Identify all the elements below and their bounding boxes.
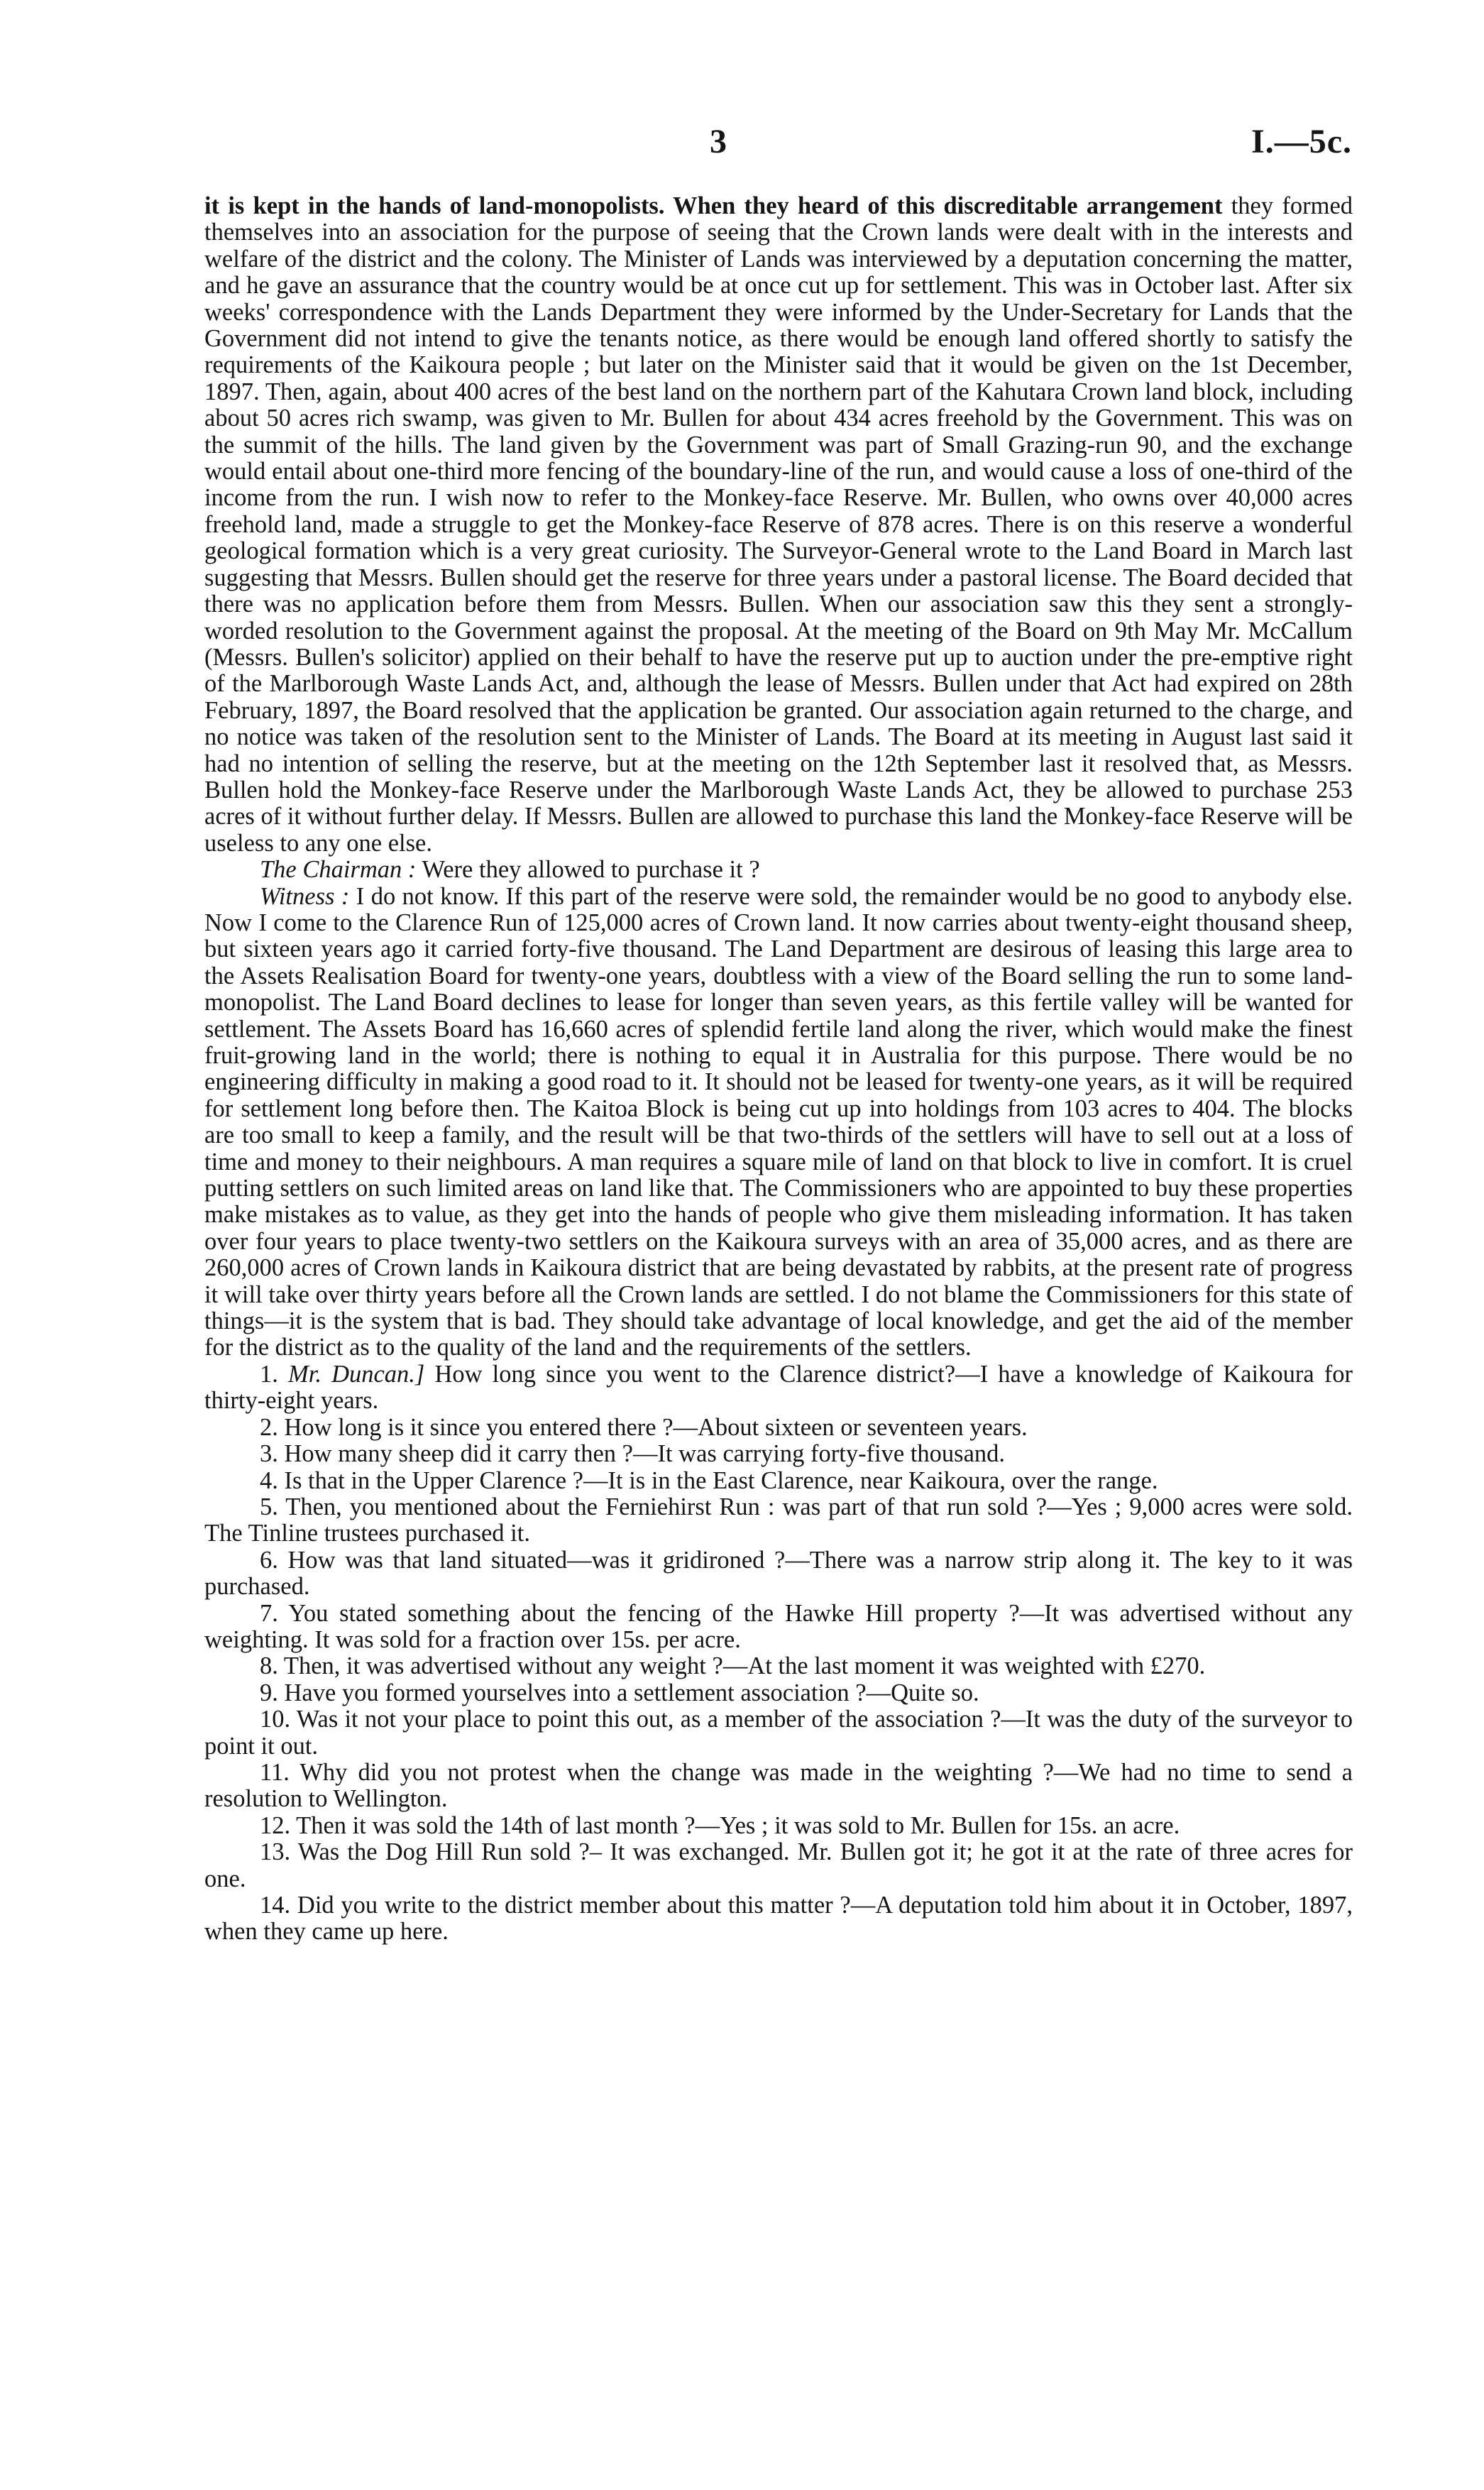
question-text: Was it not your place to point this out, as a member of the association ?—It was the duty of the surveyor to point it out. [204,1706,1353,1760]
paragraph-text: Were they allowed to purchase it ? [416,856,760,884]
question-item [204,1415,1353,1441]
page-header [0,122,1484,172]
question-text: Then, it was advertised without any weight ?—At the last moment it was weighted with £270. [283,1652,1206,1680]
question-item [204,1653,1353,1679]
question-item [204,1468,1353,1494]
question-text: How long is it since you entered there ?—About sixteen or seventeen years. [284,1413,1028,1441]
question-number: 4. [260,1466,278,1494]
question-number: 3. [260,1440,278,1468]
question-number: 8. [260,1652,278,1680]
question-number: 6. [260,1546,278,1574]
paragraph-text: I do not know. If this part of the reserve were sold, the remainder would be no good to anybody else. Now I come to the Clarence Run of 125,000 acres of Crown land. It now carries about twenty-eight thousand sheep, but sixteen years ago it carried forty-five thousand. The Land Department are desirous of leasing this large area to the Assets Realisation Board for twenty-one years, doubtless with a view of the Board selling the run to some land-monopolist. The Land Board declines to lease for longer than seven years, as this fertile valley will be wanted for settlement. The Assets Board has 16,660 acres of splendid fertile land along the river, which would make the finest fruit-growing land in the world; there is nothing to equal it in Australia for this purpose. There would be no engineering difficulty in making a good road to it. It should not be leased for twenty-one years, as it will be required for settlement long before then. The Kaitoa Block is being cut up into holdings from 103 acres to 404. The blocks are too small to keep a family, and the result will be that two-thirds of the settlers will have to sell out at a loss of time and money to their neighbours. A man requires a square mile of land on that block to live in comfort. It is cruel putting settlers on such limited areas on land like that. The Commissioners who are appointed to buy these properties make mistakes as to value, as they get into the hands of people who give them misleading information. It has taken over four years to place twenty-two settlers on the Kaikoura surveys with an area of 35,000 acres, and as there are 260,000 acres of Crown lands in Kaikoura district that are being devastated by rabbits, at the present rate of progress it will take over thirty years before all the Crown lands are settled. I do not blame the Commissioners for this state of things—it is the system that is bad. They should take advantage of local knowledge, and get the aid of the member for the district as to the quality of the land and the requirements of the settlers. [204,882,1353,1361]
question-item [204,1601,1353,1654]
document-reference: I.—5c. [1251,123,1352,160]
question-item [204,1706,1353,1760]
question-item [204,1494,1353,1547]
chairman-question [204,857,1353,883]
question-item [204,1547,1353,1601]
page-number: 3 [710,123,727,160]
question-text: Then, you mentioned about the Ferniehirst Run : was part of that run sold ?—Yes ; 9,000 acres were sold. The Tinline trustees purchased it. [204,1493,1353,1547]
question-number: 10. [260,1706,291,1733]
question-number: 9. [260,1679,278,1706]
question-text: Why did you not protest when the change was made in the weighting ?—We had no time to send a resolution to Wellington. [204,1758,1353,1813]
question-item [204,1813,1353,1839]
paragraph-continuation [204,193,1353,857]
question-number: 14. [260,1892,291,1919]
question-item [204,1760,1353,1813]
question-text: Did you write to the district member about this matter ?—A deputation told him about it in October, 1897, when they came up here. [204,1892,1353,1946]
question-number: 11. [260,1758,290,1786]
question-item [204,1680,1353,1706]
speaker-label: The Chairman : [260,856,417,884]
question-item [204,1839,1353,1892]
question-item [204,1892,1353,1946]
question-number: 13. [260,1838,291,1866]
question-text: How was that land situated—was it gridironed ?—There was a narrow strip along it. The key to it was purchased. [204,1546,1353,1601]
question-text: Is that in the Upper Clarence ?—It is in the East Clarence, near Kaikoura, over the range. [284,1466,1158,1494]
witness-answer [204,884,1353,1361]
question-number: 2. [260,1413,278,1441]
question-number: 1. [260,1360,278,1388]
speaker-label: Witness : [260,882,350,910]
question-number: 12. [260,1811,291,1839]
question-text: How long since you went to the Clarence district?—I have a knowledge of Kaikoura for thirty-eight years. [204,1360,1353,1415]
question-text: How many sheep did it carry then ?—It was carrying forty-five thousand. [284,1440,1006,1468]
paragraph-text: they formed themselves into an association for the purpose of seeing that the Crown lands were dealt with in the interests and welfare of the district and the colony. The Minister of Lands was interviewed by a deputation concerning the matter, and he gave an assurance that the country would be at once cut up for settlement. This was in October last. After six weeks' correspondence with the Lands Department they were informed by the Under-Secretary for Lands that the Government did not intend to give the tenants notice, as there would be enough land offered shortly to satisfy the requirements of the Kaikoura people ; but later on the Minister said that it would be given on the 1st December, 1897. Then, again, about 400 acres of the best land on the northern part of the Kahutara Crown land block, including about 50 acres rich swamp, was given to Mr. Bullen for about 434 acres freehold by the Government. This was on the summit of the hills. The land given by the Government was part of Small Grazing-run 90, and the exchange would entail about one-third more fencing of the boundary-line of the run, and would cause a loss of one-third of the income from the run. I wish now to refer to the Monkey-face Reserve. Mr. Bullen, who owns over 40,000 acres freehold land, made a struggle to get the Monkey-face Reserve of 878 acres. There is on this reserve a wonderful geological formation which is a very great curiosity. The Surveyor-General wrote to the Land Board in March last suggesting that Messrs. Bullen should get the reserve for three years under a pastoral license. The Board decided that there was no application before them from Messrs. Bullen. When our association saw this they sent a strongly-worded resolution to the Government against the proposal. At the meeting of the Board on 9th May Mr. McCallum (Messrs. Bullen's solicitor) applied on their behalf to have the reserve put up to auction under the pre-emptive right of the Marlborough Waste Lands Act, and, although the lease of Messrs. Bullen under that Act had expired on 28th February, 1897, the Board resolved that the application be granted. Our association again returned to the charge, and no notice was taken of the resolution sent to the Minister of Lands. The Board at its meeting in August last said it had no intention of selling the reserve, but at the meeting on the 12th September last it resolved that, as Messrs. Bullen hold the Monkey-face Reserve under the Marlborough Waste Lands Act, they be allowed to purchase 253 acres of it without further delay. If Messrs. Bullen are allowed to purchase this land the Monkey-face Reserve will be useless to any one else. [204,192,1353,857]
document-body [204,193,1353,1946]
question-text: Was the Dog Hill Run sold ?– It was exchanged. Mr. Bullen got it; he got it at the rate of three acres for one. [204,1838,1353,1892]
question-item [204,1361,1353,1415]
question-text: Then it was sold the 14th of last month ?—Yes ; it was sold to Mr. Bullen for 15s. an acre. [296,1811,1180,1839]
paragraph-lead-text: it is kept in the hands of land-monopolists. When they heard of this discreditable arrangement [204,192,1223,219]
question-text: Have you formed yourselves into a settlement association ?—Quite so. [284,1679,979,1706]
question-number: 5. [260,1493,278,1520]
question-item [204,1441,1353,1467]
question-text: You stated something about the fencing of the Hawke Hill property ?—It was advertised without any weighting. It was sold for a fraction over 15s. per acre. [204,1599,1353,1653]
speaker-label: Mr. Duncan.] [288,1360,425,1388]
question-number: 7. [260,1599,278,1627]
